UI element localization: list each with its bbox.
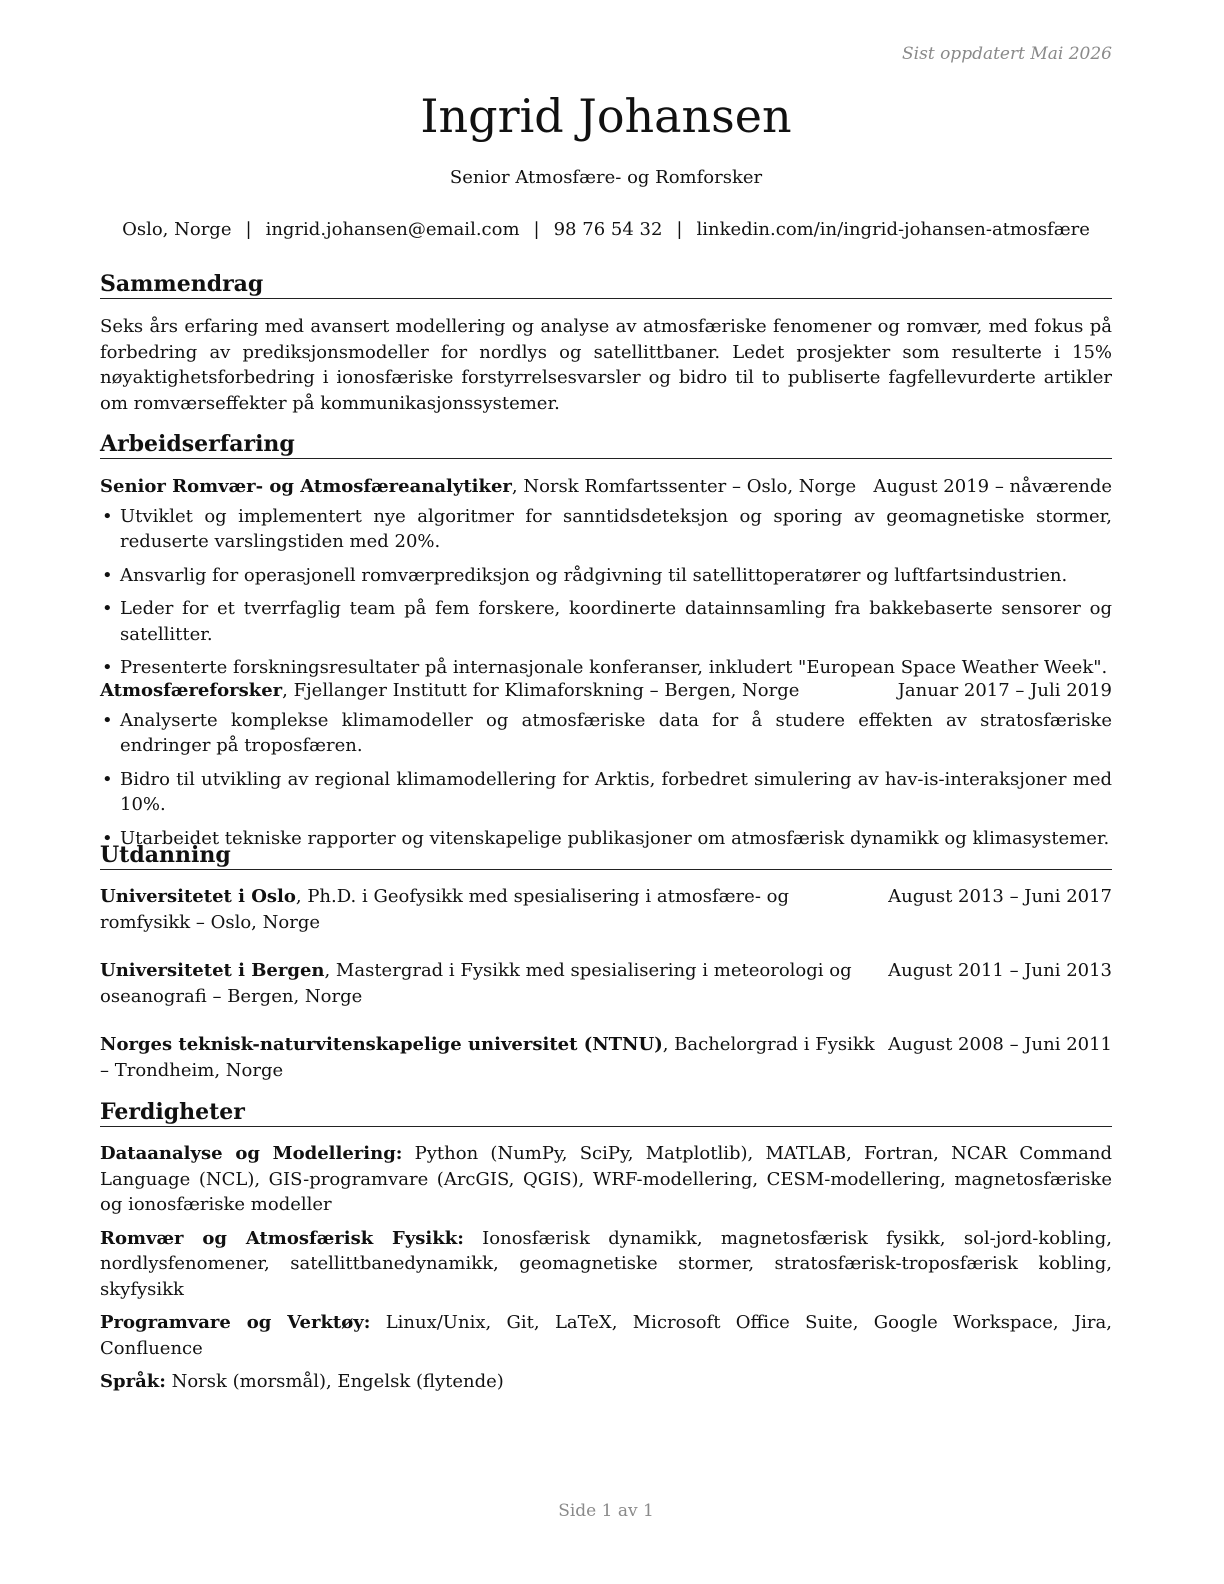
last-updated: Sist oppdatert Mai 2026 (902, 44, 1112, 64)
contact-separator: | (245, 219, 252, 240)
skill-item (100, 1141, 1112, 1218)
contact-separator: | (676, 219, 683, 240)
skill-label: Programvare og Verktøy: (100, 1312, 371, 1333)
education-school: Universitetet i Bergen (100, 960, 325, 981)
education-dates: August 2008 – Juni 2011 (888, 1034, 1112, 1055)
skill-text: Ionosfærisk dynamikk, magnetosfærisk fysikk, sol-jord-kobling, nordlysfenomener, satellittbanedynamikk, geomagnetiske stormer, stratosfærisk-troposfærisk kobling, skyfysikk (100, 1227, 1112, 1300)
job-dates: August 2019 – nåværende (873, 476, 1112, 497)
contact-email[interactable]: ingrid.johansen@email.com (265, 219, 520, 240)
job-bullets (100, 504, 1112, 681)
job-position (100, 474, 856, 500)
contact-location: Oslo, Norge (122, 219, 232, 240)
job-bullet: • Utviklet og implementert nye algoritmer for sanntidsdeteksjon og sporing av geomagnetiske stormer, reduserte varslingstiden med 20%. (100, 504, 1112, 555)
job-bullet: • Utarbeidet tekniske rapporter og vitenskapelige publikasjoner om atmosfærisk dynamikk og klimasystemer. (100, 826, 1112, 852)
education-school: Universitetet i Oslo (100, 886, 296, 907)
education-detail (100, 1032, 880, 1083)
education-entry (100, 884, 1112, 935)
job-header (100, 474, 1112, 500)
job-bullet: • Leder for et tverrfaglig team på fem forskere, koordinerte datainnsamling fra bakkebaserte sensorer og satellitter. (100, 596, 1112, 647)
job-bullet: • Analyserte komplekse klimamodeller og atmosfæriske data for å studere effekten av stratosfæriske endringer på troposfæren. (100, 708, 1112, 759)
skills-list (100, 1141, 1112, 1403)
candidate-title: Senior Atmosfære- og Romforsker (449, 167, 763, 188)
job-bullet: • Ansvarlig for operasjonell romværprediksjon og rådgivning til satellittoperatører og luftfartsindustrien. (100, 563, 1112, 589)
skill-text: Python (NumPy, SciPy, Matplotlib), MATLAB, Fortran, NCAR Command Language (NCL), GIS-programvare (ArcGIS, QGIS), WRF-modellering, CESM-modellering, magnetosfæriske og ionosfæriske modeller (100, 1143, 1112, 1215)
skill-text: Norsk (morsmål), Engelsk (flytende) (165, 1371, 504, 1392)
job-org: , Fjellanger Institutt for Klimaforskning – Bergen, Norge (282, 680, 800, 701)
job-dates: Januar 2017 – Juli 2019 (897, 680, 1112, 701)
education-dates: August 2011 – Juni 2013 (888, 960, 1112, 981)
education-school: Norges teknisk-naturvitenskapelige universitet (NTNU) (100, 1034, 663, 1055)
resume-page (100, 0, 1112, 1584)
candidate-name: Ingrid Johansen (420, 89, 792, 143)
contact-separator: | (533, 219, 540, 240)
contact-line (100, 219, 1112, 240)
job-bullet: • Presenterte forskningsresultater på internasjonale konferanser, inkludert "European Space Weather Week". (100, 655, 1112, 681)
education-degree: , Mastergrad i Fysikk med spesialisering i meteorologi og oseanografi – Bergen, Norge (100, 960, 852, 1007)
skill-label: Dataanalyse og Modellering: (100, 1143, 403, 1164)
education-degree: , Ph.D. i Geofysikk med spesialisering i atmosfære- og romfysikk – Oslo, Norge (100, 886, 789, 933)
skill-label: Romvær og Atmosfærisk Fysikk: (100, 1227, 464, 1249)
job-org: , Norsk Romfartssenter – Oslo, Norge (511, 476, 857, 497)
skill-text: Linux/Unix, Git, LaTeX, Microsoft Office Suite, Google Workspace, Jira, Confluence (100, 1312, 1112, 1359)
section-heading-skills: Ferdigheter (100, 1098, 1112, 1127)
job-role: Senior Romvær- og Atmosfæreanalytiker (100, 476, 512, 497)
section-heading-summary: Sammendrag (100, 270, 1112, 299)
education-entry (100, 1032, 1112, 1083)
job-bullet: • Bidro til utvikling av regional klimamodellering for Arktis, forbedret simulering av hav-is-interaksjoner med 10%. (100, 767, 1112, 818)
skill-label: Språk: (100, 1371, 166, 1392)
contact-linkedin[interactable]: linkedin.com/in/ingrid-johansen-atmosfære (696, 219, 1090, 240)
job-position (100, 678, 799, 704)
section-heading-experience: Arbeidserfaring (100, 430, 1112, 459)
skill-item (100, 1369, 1112, 1395)
page-number: Side 1 av 1 (558, 1501, 654, 1521)
education-dates: August 2013 – Juni 2017 (888, 886, 1112, 907)
summary-text: Seks års erfaring med avansert modellering og analyse av atmosfæriske fenomener og romvær, med fokus på forbedring av prediksjonsmodeller for nordlys og satellittbaner. Ledet prosjekter som resulterte i 15% nøyaktighetsforbedring i ionosfæriske forstyrrelsesvarsler og bidro til to publiserte fagfellevurderte artikler om romværseffekter på kommunikasjonssystemer. (100, 316, 1112, 414)
education-entry (100, 958, 1112, 1009)
skill-item (100, 1226, 1112, 1303)
education-degree: , Bachelorgrad i Fysikk – Trondheim, Norge (100, 1034, 875, 1081)
job-role: Atmosfæreforsker (100, 680, 283, 701)
education-detail (100, 884, 880, 935)
section-heading-education: Utdanning (100, 841, 1112, 870)
job-bullets (100, 708, 1112, 852)
education-detail (100, 958, 880, 1009)
contact-phone: 98 76 54 32 (553, 219, 663, 240)
job-entry (100, 474, 1112, 689)
job-entry (100, 678, 1112, 859)
job-header (100, 678, 1112, 704)
skill-item (100, 1310, 1112, 1361)
